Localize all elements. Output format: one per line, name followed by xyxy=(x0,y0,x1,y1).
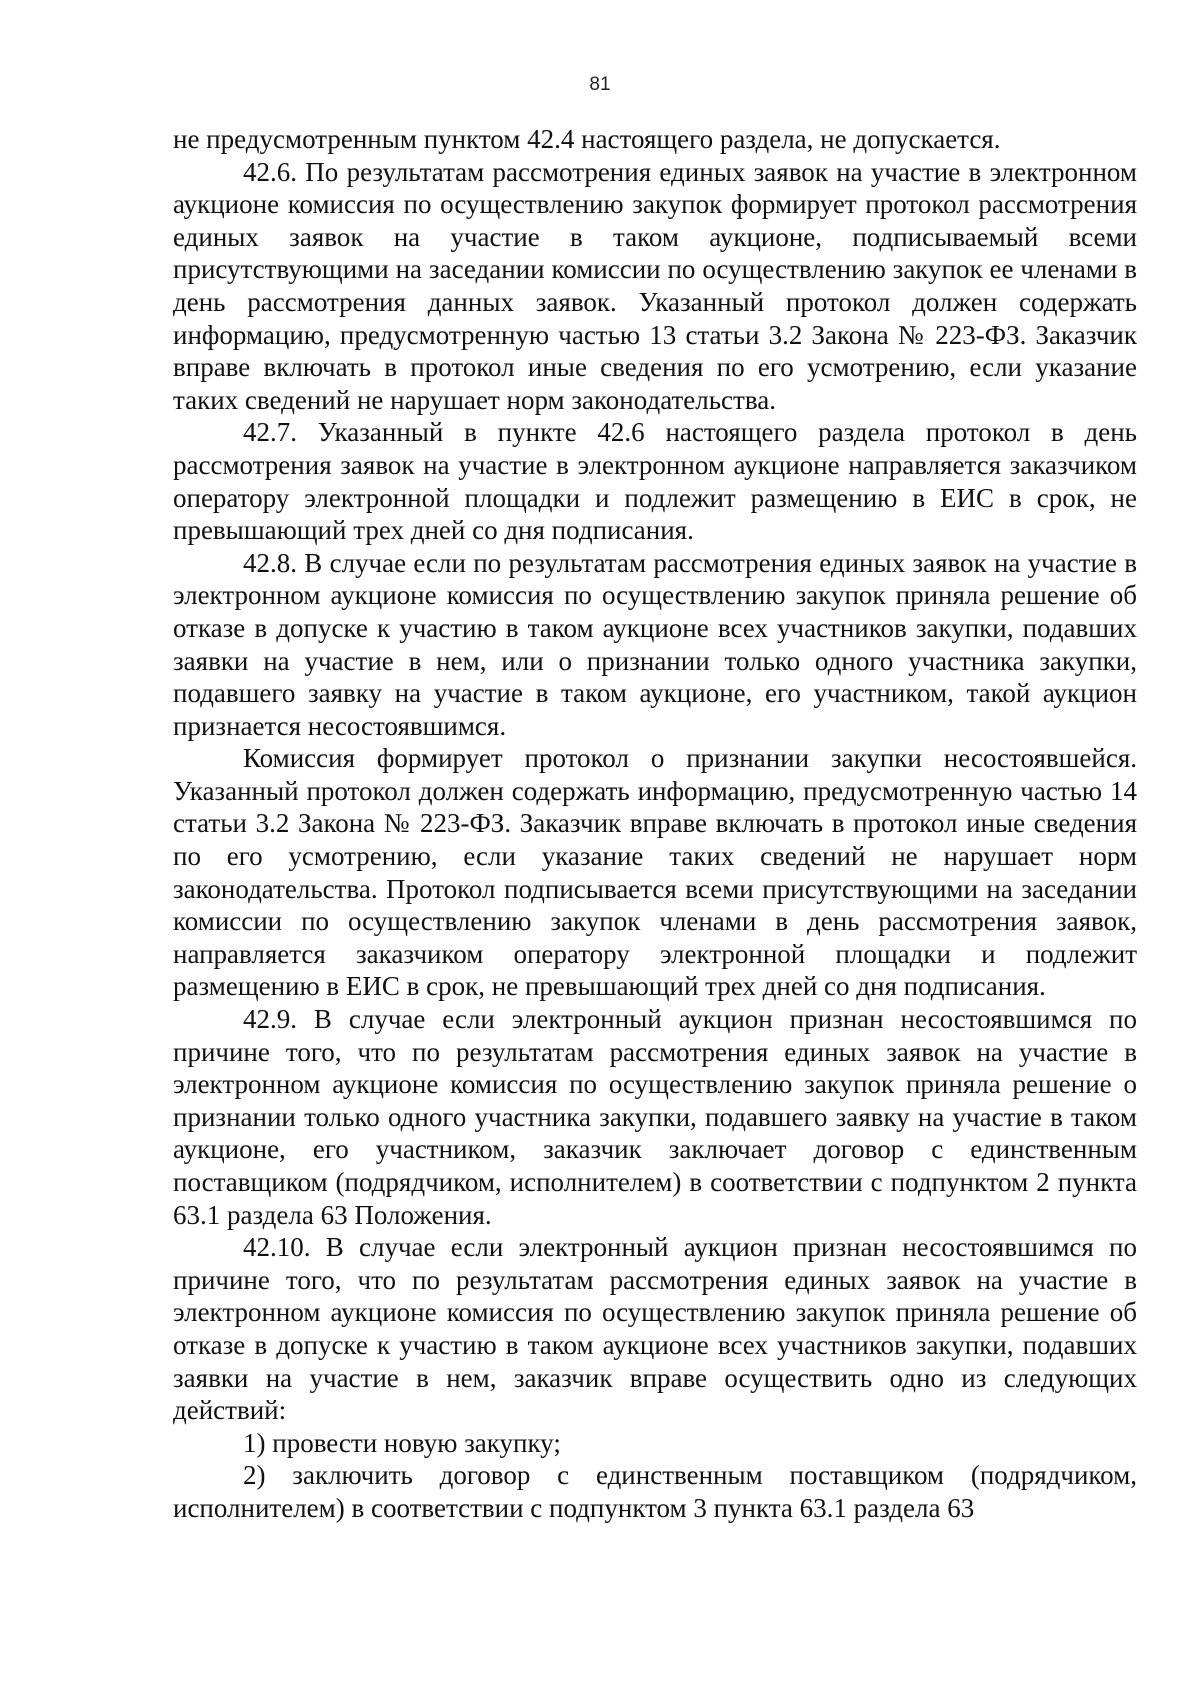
document-body xyxy=(173,123,1137,1525)
paragraph-42-9: 42.9. В случае если электронный аукцион признан несостоявшимся по причине того, что по результатам рассмотрения единых заявок на участие в электронном аукционе комиссия по осуществлению закупок приняла решение о признании только одного участника закупки, подавшего заявку на участие в таком аукционе, его участником, заказчик заключает договор с единственным поставщиком (подрядчиком, исполнителем) в соответствии с подпунктом 2 пункта 63.1 раздела 63 Положения. xyxy=(173,1004,1137,1230)
paragraph-42-8: 42.8. В случае если по результатам рассмотрения единых заявок на участие в электронном аукционе комиссия по осуществлению закупок приняла решение об отказе в допуске к участию в таком аукционе всех участников закупки, подавших заявки на участие в нем, или о признании только одного участника закупки, подавшего заявку на участие в таком аукционе, его участником, такой аукцион признается несостоявшимся. xyxy=(173,547,1137,741)
paragraph-continuation: не предусмотренным пунктом 42.4 настоящего раздела, не допускается. xyxy=(173,124,1001,154)
paragraph-42-6: 42.6. По результатам рассмотрения единых заявок на участие в электронном аукционе комиссия по осуществлению закупок формирует протокол рассмотрения единых заявок на участие в таком аукционе, подписываемый всеми присутствующими на заседании комиссии по осуществлению закупок ее членами в день рассмотрения данных заявок. Указанный протокол должен содержать информацию, предусмотренную частью 13 статьи 3.2 Закона № 223-ФЗ. Заказчик вправе включать в протокол иные сведения по его усмотрению, если указание таких сведений не нарушает норм законодательства. xyxy=(173,156,1137,415)
paragraph-commission-protocol: Комиссия формирует протокол о признании закупки несостоявшейся. Указанный протокол должен содержать информацию, предусмотренную частью 14 статьи 3.2 Закона № 223-ФЗ. Заказчик вправе включать в протокол иные сведения по его усмотрению, если указание таких сведений не нарушает норм законодательства. Протокол подписывается всеми присутствующими на заседании комиссии по осуществлению закупок членами в день рассмотрения заявок, направляется заказчиком оператору электронной площадки и подлежит размещению в ЕИС в срок, не превышающий трех дней со дня подписания. xyxy=(173,743,1137,1002)
list-item-2: 2) заключить договор с единственным поставщиком (подрядчиком, исполнителем) в соответствии с подпунктом 3 пункта 63.1 раздела 63 xyxy=(173,1460,1137,1523)
paragraph-42-10: 42.10. В случае если электронный аукцион признан несостоявшимся по причине того, что по результатам рассмотрения единых заявок на участие в электронном аукционе комиссия по осуществлению закупок приняла решение об отказе в допуске к участию в таком аукционе всех участников закупки, подавших заявки на участие в нем, заказчик вправе осуществить одно из следующих действий: xyxy=(173,1232,1137,1426)
list-item-1: 1) провести новую закупку; xyxy=(243,1427,561,1458)
paragraph-42-7: 42.7. Указанный в пункте 42.6 настоящего раздела протокол в день рассмотрения заявок на участие в электронном аукционе направляется заказчиком оператору электронной площадки и подлежит размещению в ЕИС в срок, не превышающий трех дней со дня подписания. xyxy=(173,417,1137,546)
page-number: 81 xyxy=(589,74,611,95)
